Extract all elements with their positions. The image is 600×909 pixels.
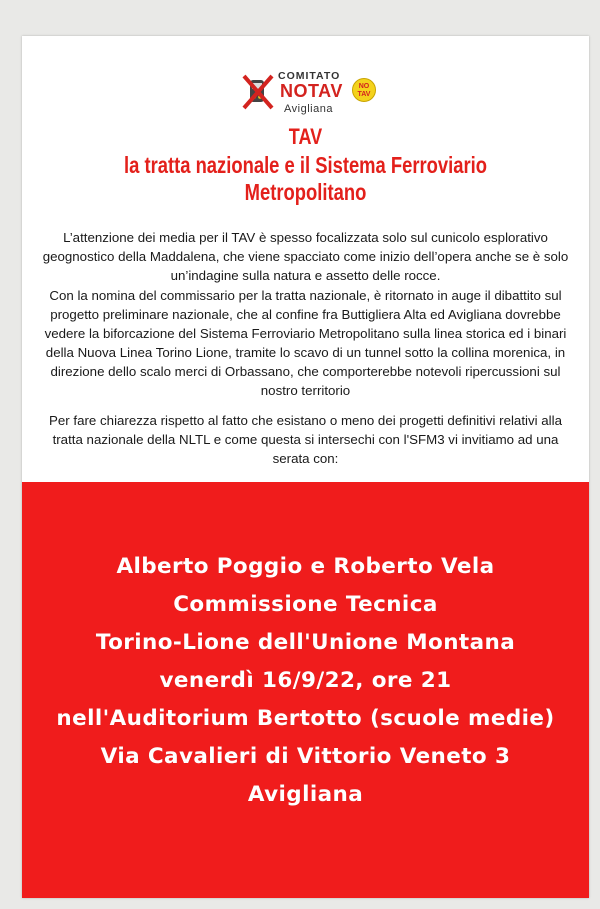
event-venue: nell'Auditorium Bertotto (scuole medie) [56,706,555,731]
event-banner [22,482,589,898]
logo-text-comitato: COMITATO [278,70,341,82]
flyer-page [22,36,589,898]
intro-paragraph: L’attenzione dei media per il TAV è spesso focalizzata solo sul cunicolo esplorativo geognostico della Maddalena, che viene spacciato come inizio dell’opera anche se è solo un’indagine sulla natura e assetto delle rocce. [42,230,569,283]
event-datetime: venerdì 16/9/22, ore 21 [159,668,452,693]
event-address: Via Cavalieri di Vittorio Veneto 3 [100,744,511,769]
title-subtitle: la tratta nazionale e il Sistema Ferroviario Metropolitano [123,152,488,205]
event-city: Avigliana [247,782,364,807]
event-role-2: Torino-Lione dell'Unione Montana [95,630,516,655]
logo-text-avigliana: Avigliana [284,103,333,115]
event-role-1: Commissione Tecnica [173,592,438,617]
badge-line-1: NO [358,83,370,90]
comitato-notav-logo [240,70,380,120]
event-speakers: Alberto Poggio e Roberto Vela [116,554,495,579]
logo-text-notav: NOTAV [280,81,343,101]
train-crossed-icon [240,72,276,112]
title-tav: TAV [288,124,323,149]
notav-flag-badge [352,78,376,102]
context-paragraph: Con la nomina del commissario per la tratta nazionale, è ritornato in auge il dibattito sul progetto preliminare nazionale, che al confine fra Buttigliera Alta ed Avigliana dovrebbe vedere la biforcazione del Sistema Ferroviario Metropolitano sulla linea storica ed i binari della Nuova Linea Torino Lione, tramite lo scavo di un tunnel sotto la collina morenica, in direzione dello scalo merci di Orbassano, che comporterebbe notevoli ripercussioni sul nostro territorio [44,288,567,398]
invitation-paragraph: Per fare chiarezza rispetto al fatto che esistano o meno dei progetti definitivi relativi alla tratta nazionale della NLTL e come questa si intersechi con l'SFM3 vi invitiamo ad una serata con: [49,413,562,466]
badge-line-2: TAV [357,91,371,98]
